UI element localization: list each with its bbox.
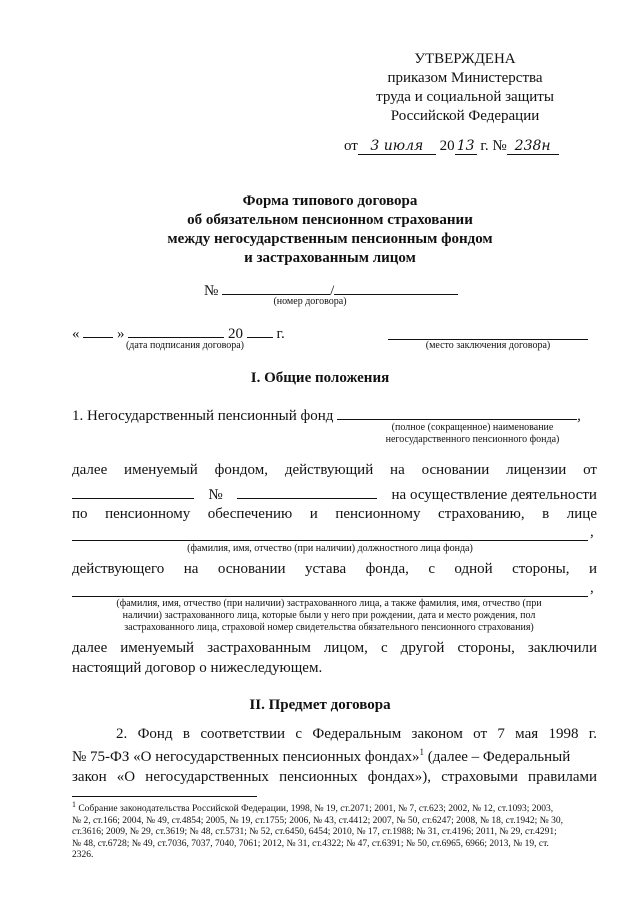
title-line: об обязательном пенсионном страховании xyxy=(187,212,473,228)
footnote-mark: 1 xyxy=(72,800,76,809)
insured-caption-line: застрахованного лица, страховой номер свидетельства обязательного пенсионного страхования) xyxy=(124,622,534,633)
month-blank xyxy=(128,323,224,338)
title-line: Форма типового договора xyxy=(242,193,418,209)
activity-text: на осуществление деятельности xyxy=(391,487,597,503)
contract-number-blank xyxy=(222,280,330,295)
official-caption: (фамилия, имя, отчество (при наличии) должностного лица фонда) xyxy=(187,543,473,554)
contract-number-caption: (номер договора) xyxy=(273,296,347,307)
approval-line: Российской Федерации xyxy=(390,108,540,124)
license-date-blank xyxy=(72,484,194,499)
date-prefix: от xyxy=(344,138,358,154)
day-blank xyxy=(83,323,113,338)
license-number-line xyxy=(72,484,597,504)
insured-caption-line: (фамилия, имя, отчество (при наличии) застрахованного лица, а также фамилия, имя, отчество (при xyxy=(116,598,542,609)
insured-name-blank xyxy=(72,582,588,597)
quote-open: « xyxy=(72,326,80,342)
year-suffix: г. xyxy=(276,326,285,342)
number-sign: № xyxy=(204,283,219,299)
section-heading-2: II. Предмет договора xyxy=(249,697,391,713)
agreement-line: настоящий договор о нижеследующем. xyxy=(72,660,323,676)
insured-caption xyxy=(84,598,574,634)
approval-block xyxy=(360,50,570,126)
law-abbrev-text: (далее – Федеральный xyxy=(423,749,571,765)
activity-line: по пенсионному обеспечению и пенсионному страхованию, в лице xyxy=(72,506,597,522)
law-reference-line xyxy=(72,747,597,766)
fund-law-line: 2. Фонд в соответствии с Федеральным законом от 7 мая 1998 г. xyxy=(116,726,597,742)
title-line: между негосударственным пенсионным фондом xyxy=(167,231,493,247)
slash: / xyxy=(330,283,335,299)
place-blank xyxy=(388,325,588,340)
approval-line: труда и социальной защиты xyxy=(376,89,554,105)
insured-party-line: далее именуемый застрахованным лицом, с другой стороны, заключили xyxy=(72,640,597,656)
fund-caption-line: негосударственного пенсионного фонда) xyxy=(385,434,560,445)
footnote-line: 2326. xyxy=(72,850,94,861)
year-blank xyxy=(247,323,273,338)
footnote-text: Собрание законодательства Российской Федерации, 1998, № 19, ст.2071; 2001, № 7, ст.623; 2002, № 12, ст.1093; 2003, xyxy=(78,804,554,815)
footnote-marker: 1 xyxy=(419,747,424,757)
footnote-line: № 48, ст.6728; № 49, ст.7036, 7037, 7040, 7061; 2012, № 31, ст.4322; № 47, ст.6391; № 50, ст.6965, 6966; 2013, № 19, ст. xyxy=(72,838,549,849)
charter-line: действующего на основании устава фонда, с одной стороны, и xyxy=(72,561,597,577)
number-sign: № xyxy=(208,487,223,503)
footnote-line: ст.3616; 2009, № 29, ст.3619; № 48, ст.5731; № 52, ст.6450, 6454; 2010, № 17, ст.1988; № 31, ст.4196; 2011, № 29, ст.4291; xyxy=(72,827,557,838)
fund-caption xyxy=(350,422,595,446)
signing-place-caption: (место заключения договора) xyxy=(425,340,551,351)
comma: , xyxy=(590,580,594,596)
footnote-line: № 2, ст.166; 2004, № 49, ст.4854; 2005, № 19, ст.1755; 2006, № 43, ст.4412; 2007, № 50, ст.6247; 2008, № 18, ст.1942; № 30, xyxy=(72,815,563,826)
handwritten-year: 13 xyxy=(455,138,477,155)
handwritten-number: 238н xyxy=(507,138,559,155)
title-line: и застрахованным лицом xyxy=(244,250,416,266)
year-prefix: 20 xyxy=(228,326,243,342)
approval-date-line xyxy=(344,138,559,155)
law-name: № 75-ФЗ «О негосударственных пенсионных фондах» xyxy=(72,749,420,765)
footnote-separator xyxy=(72,796,257,797)
contract-number-blank-2 xyxy=(334,280,458,295)
number-prefix: г. № xyxy=(480,138,507,154)
comma: , xyxy=(577,408,581,424)
section-heading-1: I. Общие положения xyxy=(250,370,390,386)
approval-line: приказом Министерства xyxy=(387,70,543,86)
footnote-line xyxy=(72,799,598,816)
footnote xyxy=(72,799,598,862)
handwritten-date: 3 июля xyxy=(358,138,436,155)
fund-intro-text: 1. Негосударственный пенсионный фонд xyxy=(72,408,334,424)
official-name-blank xyxy=(72,526,588,541)
quote-close: » xyxy=(117,326,125,342)
insured-caption-line: наличии) застрахованного лица, которые были у него при рождении, дата и место рождения, пол xyxy=(122,610,536,621)
year-prefix: 20 xyxy=(439,138,455,154)
fund-caption-line: (полное (сокращенное) наименование xyxy=(391,422,554,433)
license-line: далее именуемый фондом, действующий на основании лицензии от xyxy=(72,462,597,478)
insurance-rules-line: закон «О негосударственных пенсионных фондах»), страховыми правилами xyxy=(72,769,597,785)
approval-title: УТВЕРЖДЕНА xyxy=(414,51,516,67)
comma: , xyxy=(590,524,594,540)
signing-date-caption: (дата подписания договора) xyxy=(125,340,245,351)
document-title xyxy=(100,192,560,268)
license-number-blank xyxy=(237,484,377,499)
fund-name-blank xyxy=(337,405,577,420)
